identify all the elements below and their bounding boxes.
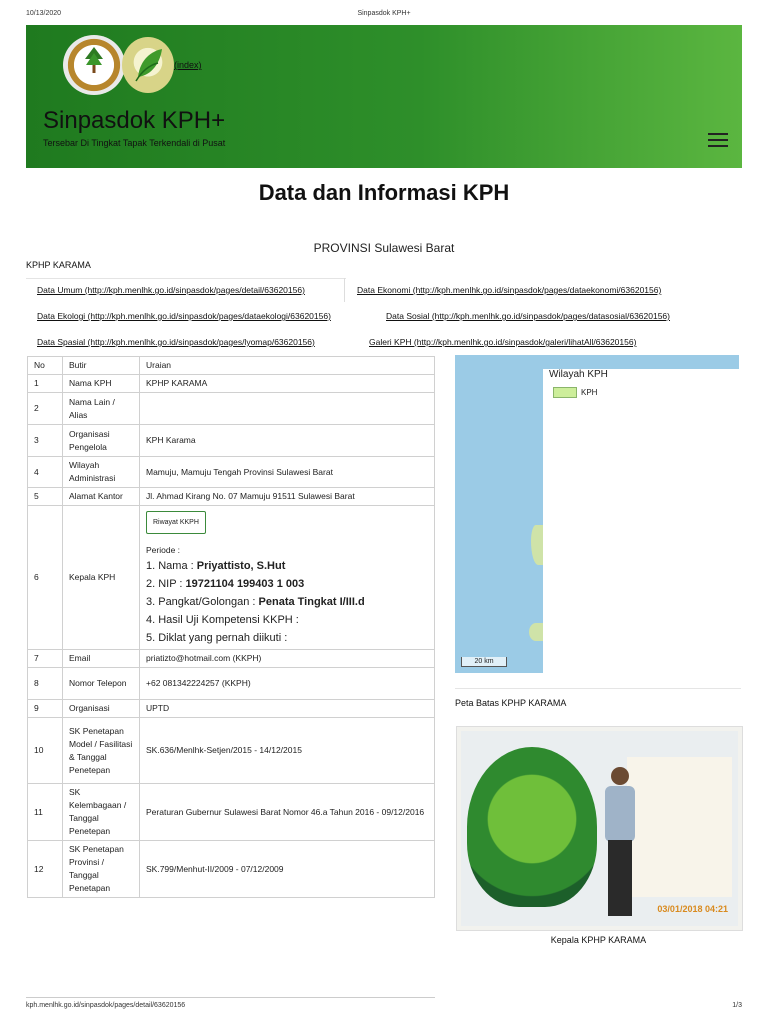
print-date: 10/13/2020 (26, 10, 62, 17)
leaf-icon (122, 37, 174, 93)
row-butir: Nama Lain / Alias (63, 393, 140, 425)
tab-galeri-kph[interactable]: Galeri KPH (http://kph.menlhk.go.id/sinpasdok/galeri/lihatAll/63620156) (369, 337, 637, 347)
table-row (28, 700, 435, 718)
row-uraian: KPHP KARAMA (140, 375, 435, 393)
table-row-kepala (28, 506, 435, 650)
print-title: Sinpasdok KPH+ (357, 10, 411, 17)
row-uraian: priatizto@hotmail.com (KKPH) (140, 650, 435, 668)
row-butir: Nama KPH (63, 375, 140, 393)
table-row (28, 784, 435, 841)
row-uraian: SK.799/Menhut-II/2009 - 07/12/2009 (140, 841, 435, 898)
table-row (28, 718, 435, 784)
kph-info-table (27, 356, 435, 898)
row-uraian: Jl. Ahmad Kirang No. 07 Mamuju 91511 Sulawesi Barat (140, 488, 435, 506)
site-tagline: Tersebar Di Tingkat Tapak Terkendali di Pusat (43, 138, 226, 148)
riwayat-kkph-button[interactable]: Riwayat KKPH (146, 511, 206, 534)
kepala-info (146, 557, 428, 647)
table-row (28, 488, 435, 506)
kepala-nip: 2. NIP : 19721104 199403 1 003 (146, 578, 305, 590)
row-no: 9 (28, 700, 63, 718)
tab-divider (344, 278, 345, 302)
table-row (28, 668, 435, 700)
row-uraian: KPH Karama (140, 425, 435, 457)
site-title[interactable]: Sinpasdok KPH+ (43, 107, 226, 134)
tab-data-sosial[interactable]: Data Sosial (http://kph.menlhk.go.id/sinpasdok/pages/datasosial/63620156) (386, 311, 670, 321)
row-no: 10 (28, 718, 63, 784)
map-legend (543, 369, 733, 509)
tab-data-ekologi[interactable]: Data Ekologi (http://kph.menlhk.go.id/sinpasdok/pages/dataekologi/63620156) (37, 311, 331, 321)
row-uraian: Peraturan Gubernur Sulawesi Barat Nomor 46.a Tahun 2016 - 09/12/2016 (140, 784, 435, 841)
map-scale: 20 km (461, 657, 507, 667)
row-uraian: +62 081342224257 (KKPH) (140, 668, 435, 700)
row-butir: SK Kelembagaan / Tanggal Penetepan (63, 784, 140, 841)
divider (455, 688, 741, 689)
kepala-kompetensi: 4. Hasil Uji Kompetensi KKPH : (146, 614, 299, 626)
row-no: 12 (28, 841, 63, 898)
kph-boundary-map[interactable] (455, 355, 739, 673)
row-no: 1 (28, 375, 63, 393)
province-label: PROVINSI Sulawesi Barat (313, 241, 455, 255)
tab-data-umum[interactable]: Data Umum (http://kph.menlhk.go.id/sinpasdok/pages/detail/63620156) (37, 285, 305, 295)
row-no: 11 (28, 784, 63, 841)
row-no: 2 (28, 393, 63, 425)
row-butir: Alamat Kantor (63, 488, 140, 506)
row-butir: Kepala KPH (63, 506, 140, 650)
site-header (26, 25, 742, 168)
row-no: 8 (28, 668, 63, 700)
kepala-details (140, 506, 435, 650)
table-row (28, 650, 435, 668)
table-row (28, 457, 435, 488)
map-caption: Peta Batas KPHP KARAMA (455, 698, 567, 708)
row-no: 6 (28, 506, 63, 650)
person-figure (597, 762, 643, 922)
row-no: 3 (28, 425, 63, 457)
row-no: 5 (28, 488, 63, 506)
table-row (28, 375, 435, 393)
periode-label: Periode : (146, 545, 181, 555)
footer-divider (26, 997, 435, 998)
legend-title: Wilayah KPH (549, 369, 608, 380)
table-header-row (28, 357, 435, 375)
index-link[interactable]: (index) (174, 60, 202, 70)
row-uraian (140, 393, 435, 425)
kepala-diklat: 5. Diklat yang pernah diikuti : (146, 632, 288, 644)
footer-url: kph.menlhk.go.id/sinpasdok/pages/detail/63620156 (26, 1002, 186, 1009)
table-row (28, 393, 435, 425)
kepala-nama: 1. Nama : Priyattisto, S.Hut (146, 560, 286, 572)
row-butir: Email (63, 650, 140, 668)
row-butir: Nomor Telepon (63, 668, 140, 700)
kepala-pangkat: 3. Pangkat/Golongan : Penata Tingkat I/III.d (146, 596, 365, 608)
row-uraian: SK.636/Menlhk-Setjen/2015 - 14/12/2015 (140, 718, 435, 784)
row-no: 4 (28, 457, 63, 488)
row-uraian: Mamuju, Mamuju Tengah Provinsi Sulawesi Barat (140, 457, 435, 488)
row-butir: Wilayah Administrasi (63, 457, 140, 488)
header-butir: Butir (63, 357, 140, 375)
row-no: 7 (28, 650, 63, 668)
kph-leaf-logo[interactable] (122, 37, 174, 93)
header-no: No (28, 357, 63, 375)
header-uraian: Uraian (140, 357, 435, 375)
map-land-shape (529, 623, 543, 641)
map-land-shape (531, 525, 543, 565)
row-butir: Organisasi Pengelola (63, 425, 140, 457)
ministry-logo[interactable] (63, 35, 125, 95)
kph-name: KPHP KARAMA (26, 260, 91, 270)
menu-hamburger-icon[interactable] (708, 133, 728, 147)
photo-timestamp: 03/01/2018 04:21 (657, 904, 728, 914)
print-header (26, 10, 742, 22)
legend-swatch (553, 387, 577, 398)
row-uraian: UPTD (140, 700, 435, 718)
tree-icon (85, 47, 103, 73)
footer-page-number: 1/3 (732, 1002, 742, 1009)
photo-kph-outlook-backdrop (467, 747, 597, 907)
legend-label: KPH (581, 388, 598, 397)
photo-caption: Kepala KPHP KARAMA (550, 935, 647, 945)
table-row (28, 425, 435, 457)
page-title: Data dan Informasi KPH (258, 180, 510, 205)
row-butir: SK Penetapan Provinsi / Tanggal Penetapan (63, 841, 140, 898)
tab-data-ekonomi[interactable]: Data Ekonomi (http://kph.menlhk.go.id/sinpasdok/pages/dataekonomi/63620156) (357, 285, 662, 295)
tab-data-spasial[interactable]: Data Spasial (http://kph.menlhk.go.id/sinpasdok/pages/lyomap/63620156) (37, 337, 315, 347)
row-butir: Organisasi (63, 700, 140, 718)
row-butir: SK Penetapan Model / Fasilitasi & Tanggal Penetepan (63, 718, 140, 784)
table-row (28, 841, 435, 898)
kepala-photo[interactable] (456, 726, 743, 931)
